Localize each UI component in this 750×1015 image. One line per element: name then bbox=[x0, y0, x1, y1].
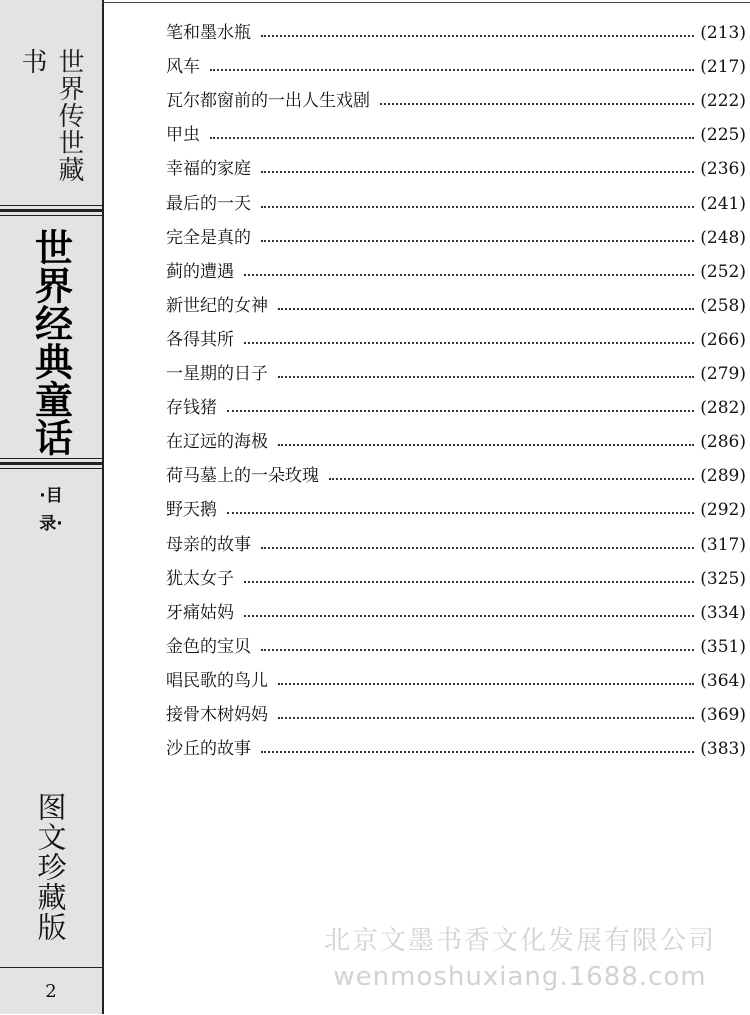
toc-entry-page: (383) bbox=[700, 739, 746, 760]
toc-entry-page: (258) bbox=[700, 295, 746, 316]
toc-entry bbox=[166, 54, 746, 80]
toc-leader-dots bbox=[278, 683, 694, 685]
toc-entry-title: 存钱猪 bbox=[166, 398, 217, 419]
toc-entry-page: (292) bbox=[700, 500, 746, 521]
toc-entry-title: 最后的一天 bbox=[166, 193, 251, 214]
toc-entry bbox=[166, 566, 746, 592]
toc-entry-title: 幸福的家庭 bbox=[166, 159, 251, 180]
toc-entry bbox=[166, 429, 746, 455]
toc-entry bbox=[166, 225, 746, 251]
toc-entry-page: (252) bbox=[700, 261, 746, 282]
toc-entry-title: 接骨木树妈妈 bbox=[166, 705, 268, 725]
toc-leader-dots bbox=[227, 512, 694, 514]
toc-entry bbox=[166, 156, 746, 182]
toc-entry-page: (286) bbox=[700, 432, 746, 453]
toc-entry bbox=[166, 259, 746, 285]
watermark-url: wenmoshuxiang.1688.com bbox=[333, 962, 707, 992]
toc-entry bbox=[166, 497, 746, 523]
toc-leader-dots bbox=[244, 615, 694, 617]
toc-entry bbox=[166, 532, 746, 558]
toc-entry-page: (213) bbox=[700, 23, 746, 43]
toc-entry bbox=[166, 191, 746, 217]
toc-entry-title: 母亲的故事 bbox=[166, 534, 251, 555]
toc-leader-dots bbox=[261, 206, 694, 208]
toc-entry-page: (351) bbox=[700, 636, 746, 657]
watermark-company: 北京文墨书香文化发展有限公司 bbox=[323, 926, 716, 956]
toc-entry-title: 各得其所 bbox=[166, 329, 234, 350]
toc-leader-dots bbox=[380, 103, 694, 105]
toc-entry bbox=[166, 736, 746, 762]
toc-entry-page: (225) bbox=[700, 125, 746, 146]
toc-entry-title: 在辽远的海极 bbox=[166, 432, 268, 453]
toc-entry bbox=[166, 395, 746, 421]
series-name: 世界传世藏书 bbox=[17, 48, 84, 183]
toc-entry-page: (334) bbox=[700, 602, 746, 623]
toc-entry-title: 新世纪的女神 bbox=[166, 295, 268, 316]
toc-leader-dots bbox=[278, 308, 694, 310]
toc-entry-page: (241) bbox=[700, 193, 746, 214]
toc-leader-dots bbox=[261, 35, 694, 37]
toc-leader-dots bbox=[261, 171, 694, 173]
top-border bbox=[102, 2, 750, 3]
toc-entry bbox=[166, 361, 746, 387]
toc-entry bbox=[166, 88, 746, 114]
toc-entry bbox=[166, 600, 746, 626]
toc-leader-dots bbox=[261, 751, 694, 753]
toc-entry-page: (289) bbox=[700, 466, 746, 487]
toc-entry-title: 风车 bbox=[166, 57, 200, 78]
toc-leader-dots bbox=[261, 240, 694, 242]
toc-entry-page: (266) bbox=[700, 329, 746, 350]
toc-entry bbox=[166, 668, 746, 694]
toc-entry-title: 犹太女子 bbox=[166, 568, 234, 589]
toc-entry-page: (369) bbox=[700, 705, 746, 725]
toc-leader-dots bbox=[278, 717, 694, 719]
toc-entry-title: 野天鹅 bbox=[166, 500, 217, 521]
toc-leader-dots bbox=[278, 376, 694, 378]
toc-entry-page: (364) bbox=[700, 670, 746, 691]
page-number: 2 bbox=[0, 967, 102, 1015]
toc-leader-dots bbox=[227, 410, 694, 412]
toc-entry-title: 沙丘的故事 bbox=[166, 739, 251, 760]
toc-entry bbox=[166, 293, 746, 319]
toc-entry-page: (217) bbox=[700, 57, 746, 78]
toc-leader-dots bbox=[210, 137, 694, 139]
book-title: 世界经典童话 bbox=[28, 228, 73, 456]
toc-entry-page: (222) bbox=[700, 91, 746, 112]
toc-entry bbox=[166, 634, 746, 660]
section-label bbox=[0, 482, 102, 538]
toc-entry bbox=[166, 20, 746, 46]
toc-entry bbox=[166, 702, 746, 728]
divider-bottom bbox=[0, 458, 102, 472]
toc-entry-title: 唱民歌的鸟儿 bbox=[166, 670, 268, 691]
divider-top bbox=[0, 205, 102, 219]
toc-entry-title: 金色的宝贝 bbox=[166, 636, 251, 657]
toc-entry-page: (282) bbox=[700, 398, 746, 419]
toc-leader-dots bbox=[261, 649, 694, 651]
toc-leader-dots bbox=[210, 69, 694, 71]
toc-entry-title: 蓟的遭遇 bbox=[166, 261, 234, 282]
toc-leader-dots bbox=[244, 274, 694, 276]
toc-entry-title: 牙痛姑妈 bbox=[166, 602, 234, 623]
toc-entry-title: 甲虫 bbox=[166, 125, 200, 146]
toc-entry-title: 荷马墓上的一朵玫瑰 bbox=[166, 466, 319, 487]
toc-leader-dots bbox=[244, 581, 694, 583]
toc-entry-page: (236) bbox=[700, 159, 746, 180]
section-label-line-1: ·目 bbox=[39, 486, 63, 506]
edition-label: 图文珍藏版 bbox=[33, 792, 68, 942]
toc-entry-page: (279) bbox=[700, 364, 746, 384]
toc-entry-page: (317) bbox=[700, 534, 746, 555]
toc-entry-title: 笔和墨水瓶 bbox=[166, 23, 251, 43]
toc-entry-title: 一星期的日子 bbox=[166, 364, 268, 384]
sidebar bbox=[0, 0, 104, 1014]
toc-entry-page: (248) bbox=[700, 227, 746, 248]
toc-entry-title: 完全是真的 bbox=[166, 227, 251, 248]
toc-entry-page: (325) bbox=[700, 568, 746, 589]
toc-leader-dots bbox=[278, 444, 694, 446]
toc-entry bbox=[166, 327, 746, 353]
toc-leader-dots bbox=[329, 478, 694, 480]
section-label-line-2: 录· bbox=[39, 514, 63, 534]
toc-entry-title: 瓦尔都窗前的一出人生戏剧 bbox=[166, 91, 370, 112]
toc-entry bbox=[166, 463, 746, 489]
toc-leader-dots bbox=[261, 547, 694, 549]
toc-entry bbox=[166, 122, 746, 148]
toc-leader-dots bbox=[244, 342, 694, 344]
